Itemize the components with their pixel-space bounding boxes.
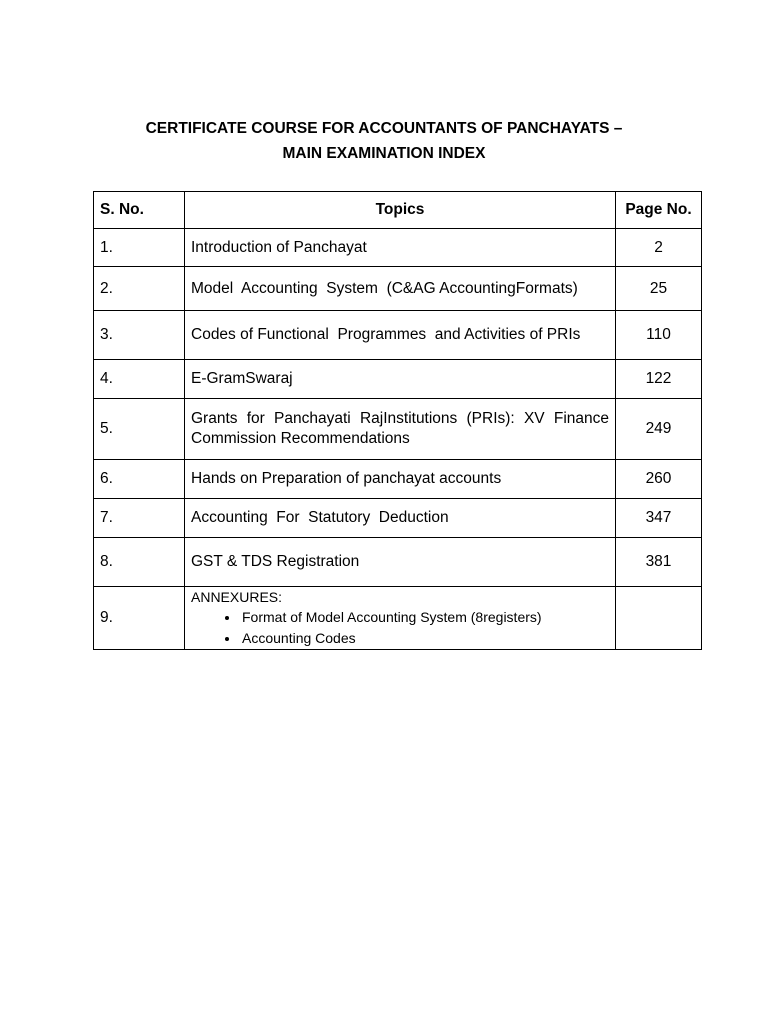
title-line-1: CERTIFICATE COURSE FOR ACCOUNTANTS OF PANCHAYATS – <box>145 120 623 137</box>
row-sno: 4. <box>94 360 185 399</box>
row-sno: 3. <box>94 311 185 360</box>
row-topic: Hands on Preparation of panchayat accounts <box>185 460 616 499</box>
row-topic: GST & TDS Registration <box>185 538 616 587</box>
row-page: 2 <box>616 229 702 267</box>
index-table <box>93 191 702 650</box>
row-page: 122 <box>616 360 702 399</box>
row-sno: 1. <box>94 229 185 267</box>
header-sno: S. No. <box>94 192 185 229</box>
table-row <box>94 499 702 538</box>
row-sno: 6. <box>94 460 185 499</box>
row-sno: 9. <box>94 587 185 650</box>
row-page: 110 <box>616 311 702 360</box>
list-item: • Accounting Codes <box>240 628 609 649</box>
row-page: 249 <box>616 399 702 460</box>
row-topic: E-GramSwaraj <box>185 360 616 399</box>
row-sno: 2. <box>94 267 185 311</box>
row-page: 25 <box>616 267 702 311</box>
row-sno: 5. <box>94 399 185 460</box>
title-line-2: MAIN EXAMINATION INDEX <box>282 145 486 162</box>
row-topic: Accounting For Statutory Deduction <box>185 499 616 538</box>
list-item: • Format of Model Accounting System (8registers) <box>240 607 609 628</box>
row-sno: 8. <box>94 538 185 587</box>
row-page: 347 <box>616 499 702 538</box>
table-row <box>94 399 702 460</box>
table-row <box>94 229 702 267</box>
table-row <box>94 311 702 360</box>
header-topics: Topics <box>185 192 616 229</box>
table-header-row <box>94 192 702 229</box>
annexures-heading: ANNEXURES: <box>191 589 283 605</box>
document-title <box>0 116 768 166</box>
table-row-annexures <box>94 587 702 650</box>
row-topic: Codes of Functional Programmes and Activities of PRIs <box>185 311 616 360</box>
row-sno: 7. <box>94 499 185 538</box>
row-topic: Introduction of Panchayat <box>185 229 616 267</box>
row-topic: Grants for Panchayati RajInstitutions (PRIs): XV Finance Commission Recommendations <box>185 399 616 460</box>
table-row <box>94 460 702 499</box>
annexures-list <box>191 607 609 649</box>
table-row <box>94 360 702 399</box>
table-row <box>94 267 702 311</box>
row-topic-annexures <box>185 587 616 650</box>
row-page: 381 <box>616 538 702 587</box>
header-page-no: Page No. <box>616 192 702 229</box>
table-row <box>94 538 702 587</box>
row-page: 260 <box>616 460 702 499</box>
row-page <box>616 587 702 650</box>
row-topic: Model Accounting System (C&AG AccountingFormats) <box>185 267 616 311</box>
